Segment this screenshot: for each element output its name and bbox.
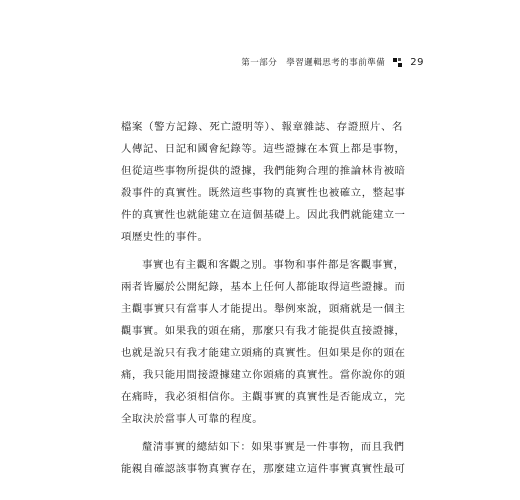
text-line: 兩者皆屬於公開紀錄，基本上任何人都能取得這些證據。而: [121, 281, 406, 293]
page-number: 29: [410, 56, 424, 68]
paragraph: [121, 436, 406, 480]
text-line: 項歷史性的事件。: [121, 231, 209, 243]
paragraph: [121, 116, 406, 248]
text-line: 件的真實性也就能建立在這個基礎上。因此我們就能建立一: [121, 209, 406, 221]
text-line: 能親自確認該事物真實存在，那麼建立這件事實真實性最可: [121, 463, 406, 475]
running-title: 第一部分 學習邏輯思考的事前準備: [241, 58, 386, 68]
text-line: 殺事件的真實性。既然這些事物的真實性也被確立，整起事: [121, 187, 406, 199]
running-header: [241, 56, 424, 68]
text-line: 也就是說只有我才能建立頭痛的真實性。但如果是你的頭在: [121, 347, 406, 359]
text-line: 人傳記、日記和國會紀錄等。這些證據在本質上都是事物，: [121, 143, 406, 155]
text-line: 痛，我只能用間接證據建立你頭痛的真實性。當你說你的頭: [121, 369, 406, 381]
text-line: 釐清事實的總結如下：如果事實是一件事物，而且我們: [142, 441, 405, 453]
paragraph: [121, 254, 406, 430]
text-line: 但從這些事物所提供的證據，我們能夠合理的推論林肯被暗: [121, 165, 406, 177]
square-ornament-icon: [393, 58, 402, 67]
body-text: [121, 116, 406, 480]
text-line: 主觀事實只有當事人才能提出。舉例來說，頭痛就是一個主: [121, 303, 406, 315]
text-line: 全取決於當事人可靠的程度。: [121, 413, 264, 425]
text-line: 觀事實。如果我的頭在痛，那麼只有我才能提供直接證據，: [121, 325, 406, 337]
text-line: 檔案（警方記錄、死亡證明等）、報章雜誌、存證照片、名: [121, 121, 403, 133]
text-line: 在痛時，我必須相信你。主觀事實的真實性是否能成立，完: [121, 391, 406, 403]
text-line: 事實也有主觀和客觀之別。事物和事件都是客觀事實，: [142, 259, 405, 271]
